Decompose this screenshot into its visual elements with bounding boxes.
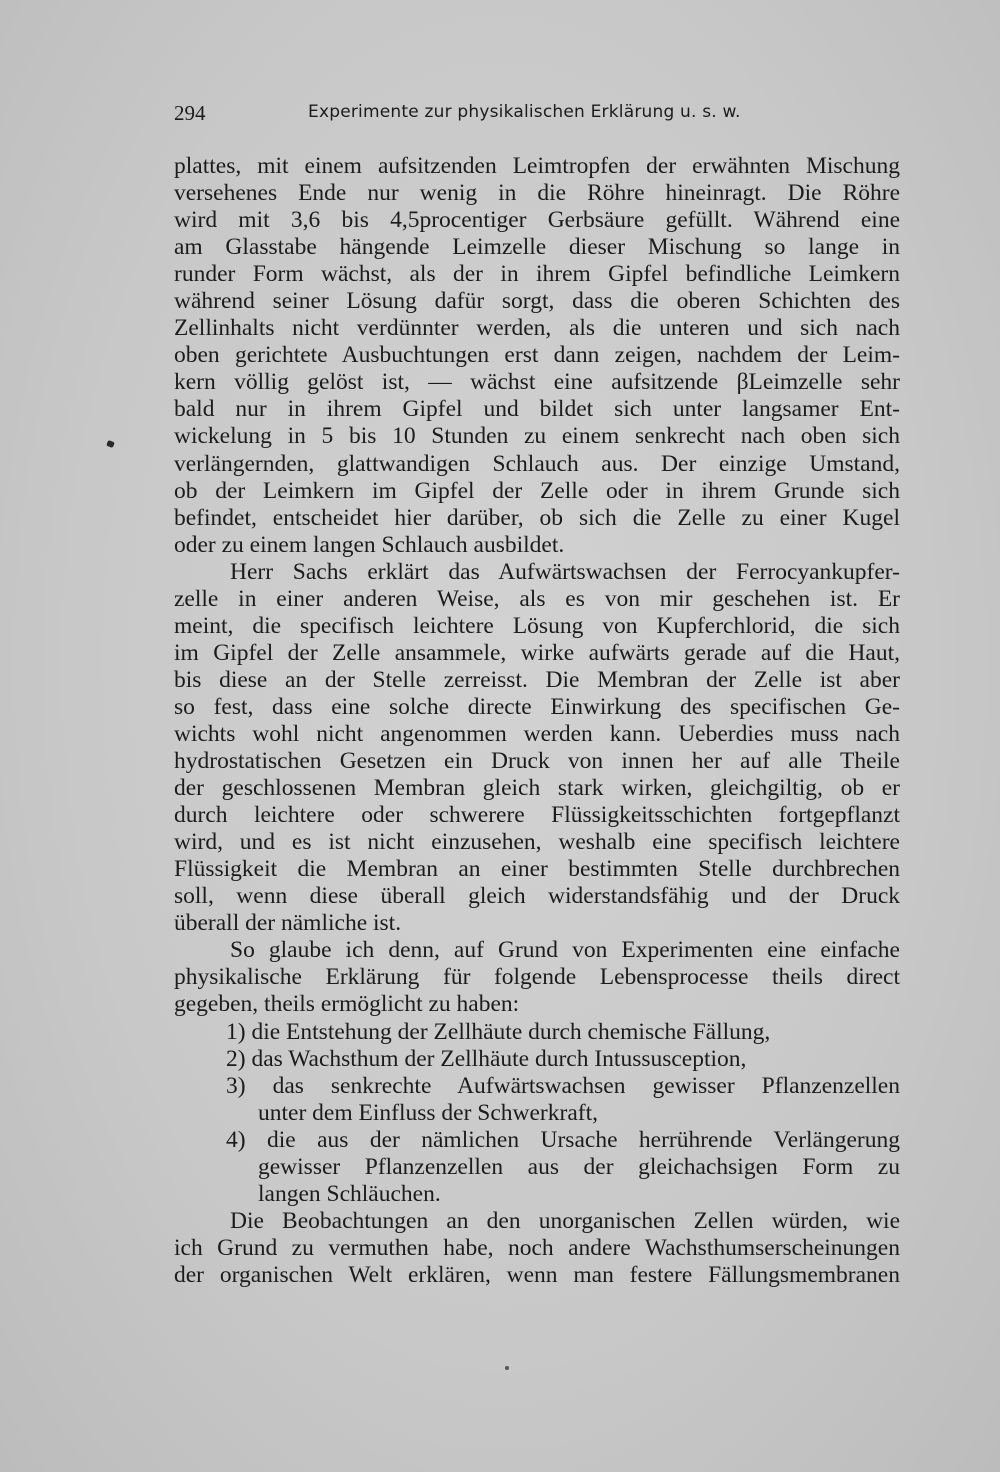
text-line: im Gipfel der Zelle ansammele, wirke aufwärts gerade auf die Haut, [174,639,900,666]
text-line: am Glasstabe hängende Leimzelle dieser Mischung so lange in [174,234,900,261]
text-line: zelle in einer anderen Weise, als es von mir geschehen ist. Er [174,585,900,612]
text-line: befindet, entscheidet hier darüber, ob sich die Zelle zu einer Kugel [174,504,900,531]
text-line: wird mit 3,6 bis 4,5procentiger Gerbsäure gefüllt. Während eine [174,207,900,234]
text-line: bald nur in ihrem Gipfel und bildet sich unter langsamer Ent- [174,396,900,423]
text-line: ob der Leimkern im Gipfel der Zelle oder in ihrem Grunde sich [174,477,900,504]
text-line: der organischen Welt erklären, wenn man festere Fällungsmembranen [174,1261,900,1288]
list-item: 1) die Entstehung der Zellhäute durch chemische Fällung, [226,1018,771,1045]
text-line: runder Form wächst, als der in ihrem Gipfel befindliche Leimkern [174,261,900,288]
text-line: plattes, mit einem aufsitzenden Leimtropfen der erwähnten Mischung [174,153,900,179]
text-line: überall der nämliche ist. [174,910,402,937]
text-line: oben gerichtete Ausbuchtungen erst dann zeigen, nachdem der Leim- [174,342,900,369]
text-line: durch leichtere oder schwerere Flüssigkeitsschichten fortgepflanzt [174,802,900,829]
text-line: Flüssigkeit die Membran an einer bestimmten Stelle durchbrechen [174,856,900,883]
text-line: wichts wohl nicht angenommen werden kann. Ueberdies muss nach [174,720,900,747]
body-text [174,153,900,1289]
text-line: Zellinhalts nicht verdünnter werden, als die unteren und sich nach [174,315,900,342]
text-line: physikalische Erklärung für folgende Lebensprocesse theils direct [174,964,900,991]
text-line: gegeben, theils ermöglicht zu haben: [174,991,520,1018]
text-line: wird, und es ist nicht einzusehen, weshalb eine specifisch leichtere [174,829,900,856]
list-item: 2) das Wachsthum der Zellhäute durch Intussusception, [226,1045,747,1072]
text-line: der geschlossenen Membran gleich stark wirken, gleichgiltig, ob er [174,775,900,802]
text-line: So glaube ich denn, auf Grund von Experimenten eine einfache [230,937,900,964]
text-line: verlängernden, glattwandigen Schlauch aus. Der einzige Umstand, [174,450,900,477]
page-number: 294 [174,101,206,125]
page-header [174,101,900,131]
list-item-continuation: unter dem Einfluss der Schwerkraft, [258,1099,598,1126]
text-line: wickelung in 5 bis 10 Stunden zu einem senkrecht nach oben sich [174,423,900,450]
list-item: 4) die aus der nämlichen Ursache herrührende Verlängerung [226,1126,900,1153]
text-line: soll, wenn diese überall gleich widerstandsfähig und der Druck [174,883,900,910]
text-line: ich Grund zu vermuthen habe, noch andere Wachsthumserscheinungen [174,1234,900,1261]
list-item-continuation: gewisser Pflanzenzellen aus der gleichachsigen Form zu [258,1153,900,1180]
text-line: bis diese an der Stelle zerreisst. Die Membran der Zelle ist aber [174,666,900,693]
text-line: versehenes Ende nur wenig in die Röhre hineinragt. Die Röhre [174,180,900,207]
text-line: kern völlig gelöst ist, — wächst eine aufsitzende βLeimzelle sehr [174,369,900,396]
list-item: 3) das senkrechte Aufwärtswachsen gewisser Pflanzenzellen [226,1072,900,1099]
list-item-continuation: langen Schläuchen. [258,1180,441,1207]
text-line: Die Beobachtungen an den unorganischen Zellen würden, wie [230,1207,900,1234]
margin-mark [106,440,115,448]
text-line: während seiner Lösung dafür sorgt, dass die oberen Schichten des [174,288,900,315]
text-line: oder zu einem langen Schlauch ausbildet. [174,531,565,558]
text-line: meint, die specifisch leichtere Lösung von Kupferchlorid, die sich [174,612,900,639]
print-speck [505,1366,509,1370]
text-line: so fest, dass eine solche directe Einwirkung des specifischen Ge- [174,693,900,720]
text-line: Herr Sachs erklärt das Aufwärtswachsen der Ferrocyankupfer- [230,558,900,585]
running-head: Experimente zur physikalischen Erklärung u. s. w. [308,102,741,122]
text-line: hydrostatischen Gesetzen ein Druck von innen her auf alle Theile [174,748,900,775]
